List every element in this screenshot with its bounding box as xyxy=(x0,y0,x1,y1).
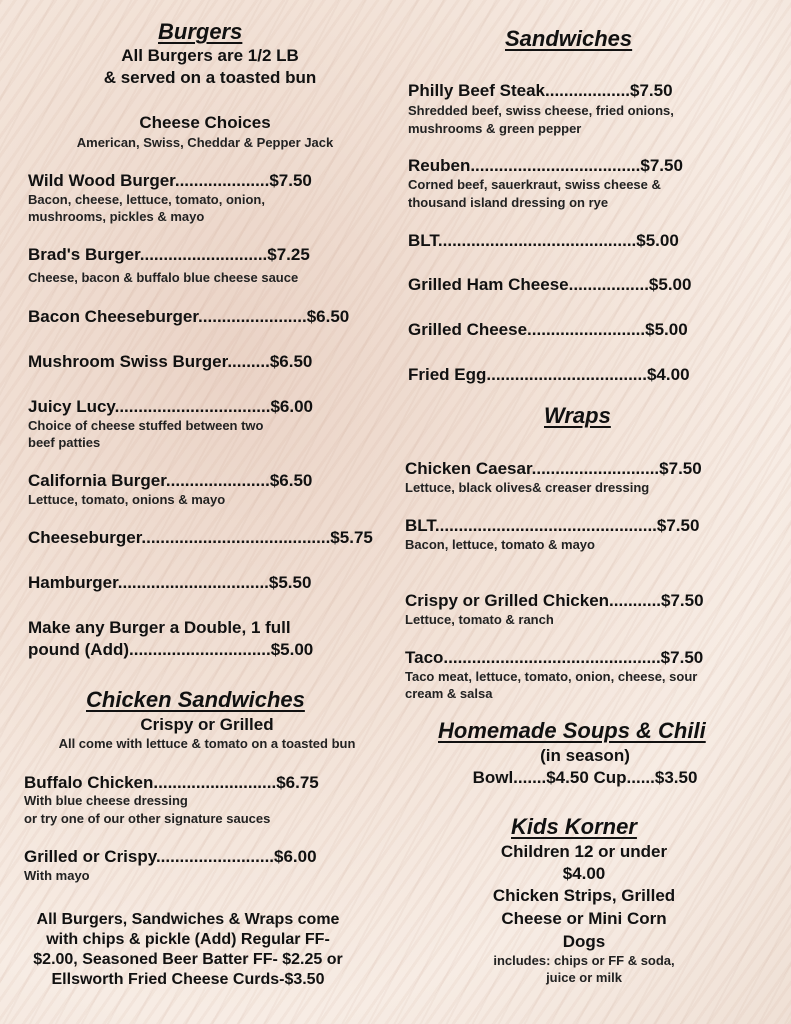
menu-item-juicy-lucy: Juicy Lucy.................................$6.00 xyxy=(28,397,314,416)
menu-item-desc: With mayo xyxy=(24,868,90,883)
menu-item-hamburger: Hamburger................................$5.50 xyxy=(28,573,312,592)
sandwiches-title: Sandwiches xyxy=(505,26,633,51)
menu-item-wild-wood-burger: Wild Wood Burger....................$7.50 xyxy=(28,171,312,190)
menu-item-reuben: Reuben....................................$7.50 xyxy=(408,156,683,175)
menu-item-desc: or try one of our other signature sauces xyxy=(24,811,271,826)
menu-item-blt-sandwich: BLT..........................................$5.00 xyxy=(408,231,679,250)
soups-prices: Bowl.......$4.50 Cup......$3.50 xyxy=(472,768,698,787)
soups-season: (in season) xyxy=(540,746,630,765)
sides-note-line2: with chips & pickle (Add) Regular FF- xyxy=(46,931,330,948)
sides-note-line3: $2.00, Seasoned Beer Batter FF- $2.25 or xyxy=(33,951,343,968)
menu-item-chicken-caesar-wrap: Chicken Caesar...........................$7.50 xyxy=(405,459,702,478)
kids-line6: includes: chips or FF & soda, xyxy=(493,953,675,968)
soups-title: Homemade Soups & Chili xyxy=(438,718,706,743)
menu-item-desc: Choice of cheese stuffed between two xyxy=(28,418,264,433)
menu-item-mushroom-swiss-burger: Mushroom Swiss Burger.........$6.50 xyxy=(28,352,313,371)
menu-item-crispy-grilled-chicken-wrap: Crispy or Grilled Chicken...........$7.50 xyxy=(405,591,704,610)
menu-item-desc: Lettuce, black olives& creaser dressing xyxy=(405,480,650,495)
sides-note-line4: Ellsworth Fried Cheese Curds-$3.50 xyxy=(51,971,325,988)
kids-line7: juice or milk xyxy=(546,970,622,985)
menu-item-desc: Lettuce, tomato & ranch xyxy=(405,612,554,627)
menu-item-bacon-cheeseburger: Bacon Cheeseburger.......................$6.50 xyxy=(28,307,350,326)
kids-korner-title: Kids Korner xyxy=(511,814,637,839)
kids-line4: Cheese or Mini Corn xyxy=(501,909,667,928)
menu-item-desc: mushrooms, pickles & mayo xyxy=(28,209,205,224)
menu-item-desc: Cheese, bacon & buffalo blue cheese sauce xyxy=(28,270,299,285)
menu-item-desc: Lettuce, tomato, onions & mayo xyxy=(28,492,226,507)
menu-item-blt-wrap: BLT...............................................$7.50 xyxy=(405,516,700,535)
menu-item-desc: With blue cheese dressing xyxy=(24,793,188,808)
menu-item-desc: mushrooms & green pepper xyxy=(408,121,582,136)
menu-item-desc: cream & salsa xyxy=(405,686,493,701)
menu-item-desc: Bacon, cheese, lettuce, tomato, onion, xyxy=(28,192,265,207)
menu-item-taco-wrap: Taco..............................................$7.50 xyxy=(405,648,704,667)
cheese-choices-heading: Cheese Choices xyxy=(139,113,271,132)
menu-item-double-burger: Make any Burger a Double, 1 full xyxy=(28,618,291,637)
burgers-title: Burgers xyxy=(158,19,243,44)
kids-price: $4.00 xyxy=(562,864,606,883)
menu-item-grilled-cheese: Grilled Cheese.........................$5.00 xyxy=(408,320,688,339)
menu-item-double-burger-price: pound (Add)..............................$5.00 xyxy=(28,640,314,659)
menu-item-brads-burger: Brad's Burger...........................$7.25 xyxy=(28,245,310,264)
menu-item-fried-egg: Fried Egg..................................$4.00 xyxy=(408,365,690,384)
sides-note-line1: All Burgers, Sandwiches & Wraps come xyxy=(36,911,340,928)
burgers-intro-line2: & served on a toasted bun xyxy=(103,68,317,87)
chicken-sub1: Crispy or Grilled xyxy=(140,715,274,734)
menu-item-desc: Bacon, lettuce, tomato & mayo xyxy=(405,537,595,552)
kids-line5: Dogs xyxy=(562,932,606,951)
wraps-title: Wraps xyxy=(544,403,611,428)
menu-item-philly-beef-steak: Philly Beef Steak..................$7.50 xyxy=(408,81,673,100)
kids-line1: Children 12 or under xyxy=(500,842,668,861)
cheese-choices-list: American, Swiss, Cheddar & Pepper Jack xyxy=(76,135,334,150)
menu-item-grilled-ham-cheese: Grilled Ham Cheese.................$5.00 xyxy=(408,275,692,294)
chicken-sub2: All come with lettuce & tomato on a toasted bun xyxy=(58,736,356,751)
kids-line3: Chicken Strips, Grilled xyxy=(492,886,676,905)
chicken-sandwiches-title: Chicken Sandwiches xyxy=(86,687,305,712)
menu-item-buffalo-chicken: Buffalo Chicken..........................$6.75 xyxy=(24,773,319,792)
menu-item-grilled-or-crispy: Grilled or Crispy.........................$6.00 xyxy=(24,847,317,866)
menu-item-cheeseburger: Cheeseburger........................................$5.75 xyxy=(28,528,373,547)
menu-item-desc: Shredded beef, swiss cheese, fried onions, xyxy=(408,103,674,118)
menu-item-desc: Taco meat, lettuce, tomato, onion, cheese, sour xyxy=(405,669,698,684)
menu-item-desc: thousand island dressing on rye xyxy=(408,195,609,210)
menu-item-california-burger: California Burger......................$6.50 xyxy=(28,471,313,490)
menu-item-desc: Corned beef, sauerkraut, swiss cheese & xyxy=(408,177,661,192)
burgers-intro-line1: All Burgers are 1/2 LB xyxy=(121,46,299,65)
menu-item-desc: beef patties xyxy=(28,435,101,450)
